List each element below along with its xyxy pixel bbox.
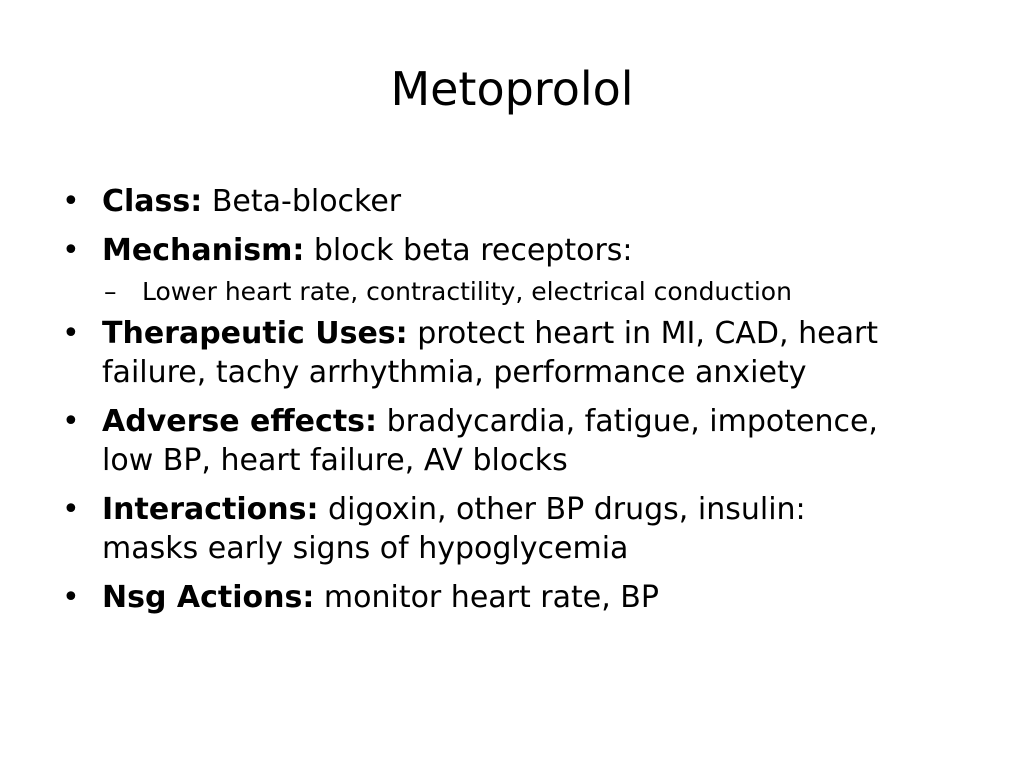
bullet-line-1 (102, 314, 982, 353)
bullet-line-2: masks early signs of hypoglycemia (102, 531, 629, 566)
bullet-dot-icon: • (62, 233, 80, 268)
sub-bullet-mechanism-detail (62, 276, 982, 308)
bullet-class (62, 182, 982, 221)
bullet-line-1 (102, 402, 982, 441)
bullet-adverse-effects (62, 402, 982, 480)
bullet-text: digoxin, other BP drugs, insulin: (328, 492, 806, 527)
bullet-text: Beta-blocker (211, 184, 402, 219)
bullet-label: Nsg Actions: (102, 580, 315, 615)
bullet-nsg-actions (62, 578, 982, 617)
bullet-label: Class: (102, 184, 203, 219)
dash-icon: – (104, 277, 117, 306)
slide-title: Metoprolol (390, 62, 634, 116)
bullet-line-2: failure, tachy arrhythmia, performance anxiety (102, 355, 807, 390)
bullet-label: Therapeutic Uses: (102, 316, 408, 351)
bullet-interactions (62, 490, 982, 568)
bullet-dot-icon: • (62, 184, 80, 219)
sub-bullet-text: Lower heart rate, contractility, electrical conduction (142, 277, 792, 306)
bullet-dot-icon: • (62, 580, 80, 615)
bullet-therapeutic-uses (62, 314, 982, 392)
bullet-dot-icon: • (62, 316, 80, 351)
bullet-text: block beta receptors: (313, 233, 633, 268)
bullet-line-2: low BP, heart failure, AV blocks (102, 443, 568, 478)
bullet-label: Adverse effects: (102, 404, 378, 439)
bullet-list (62, 182, 982, 627)
bullet-mechanism (62, 231, 982, 270)
bullet-dot-icon: • (62, 492, 80, 527)
bullet-label: Interactions: (102, 492, 319, 527)
bullet-text: bradycardia, fatigue, impotence, (386, 404, 878, 439)
bullet-label: Mechanism: (102, 233, 305, 268)
bullet-text: protect heart in MI, CAD, heart (417, 316, 879, 351)
bullet-text: monitor heart rate, BP (323, 580, 659, 615)
bullet-line-1 (102, 490, 982, 529)
bullet-dot-icon: • (62, 404, 80, 439)
